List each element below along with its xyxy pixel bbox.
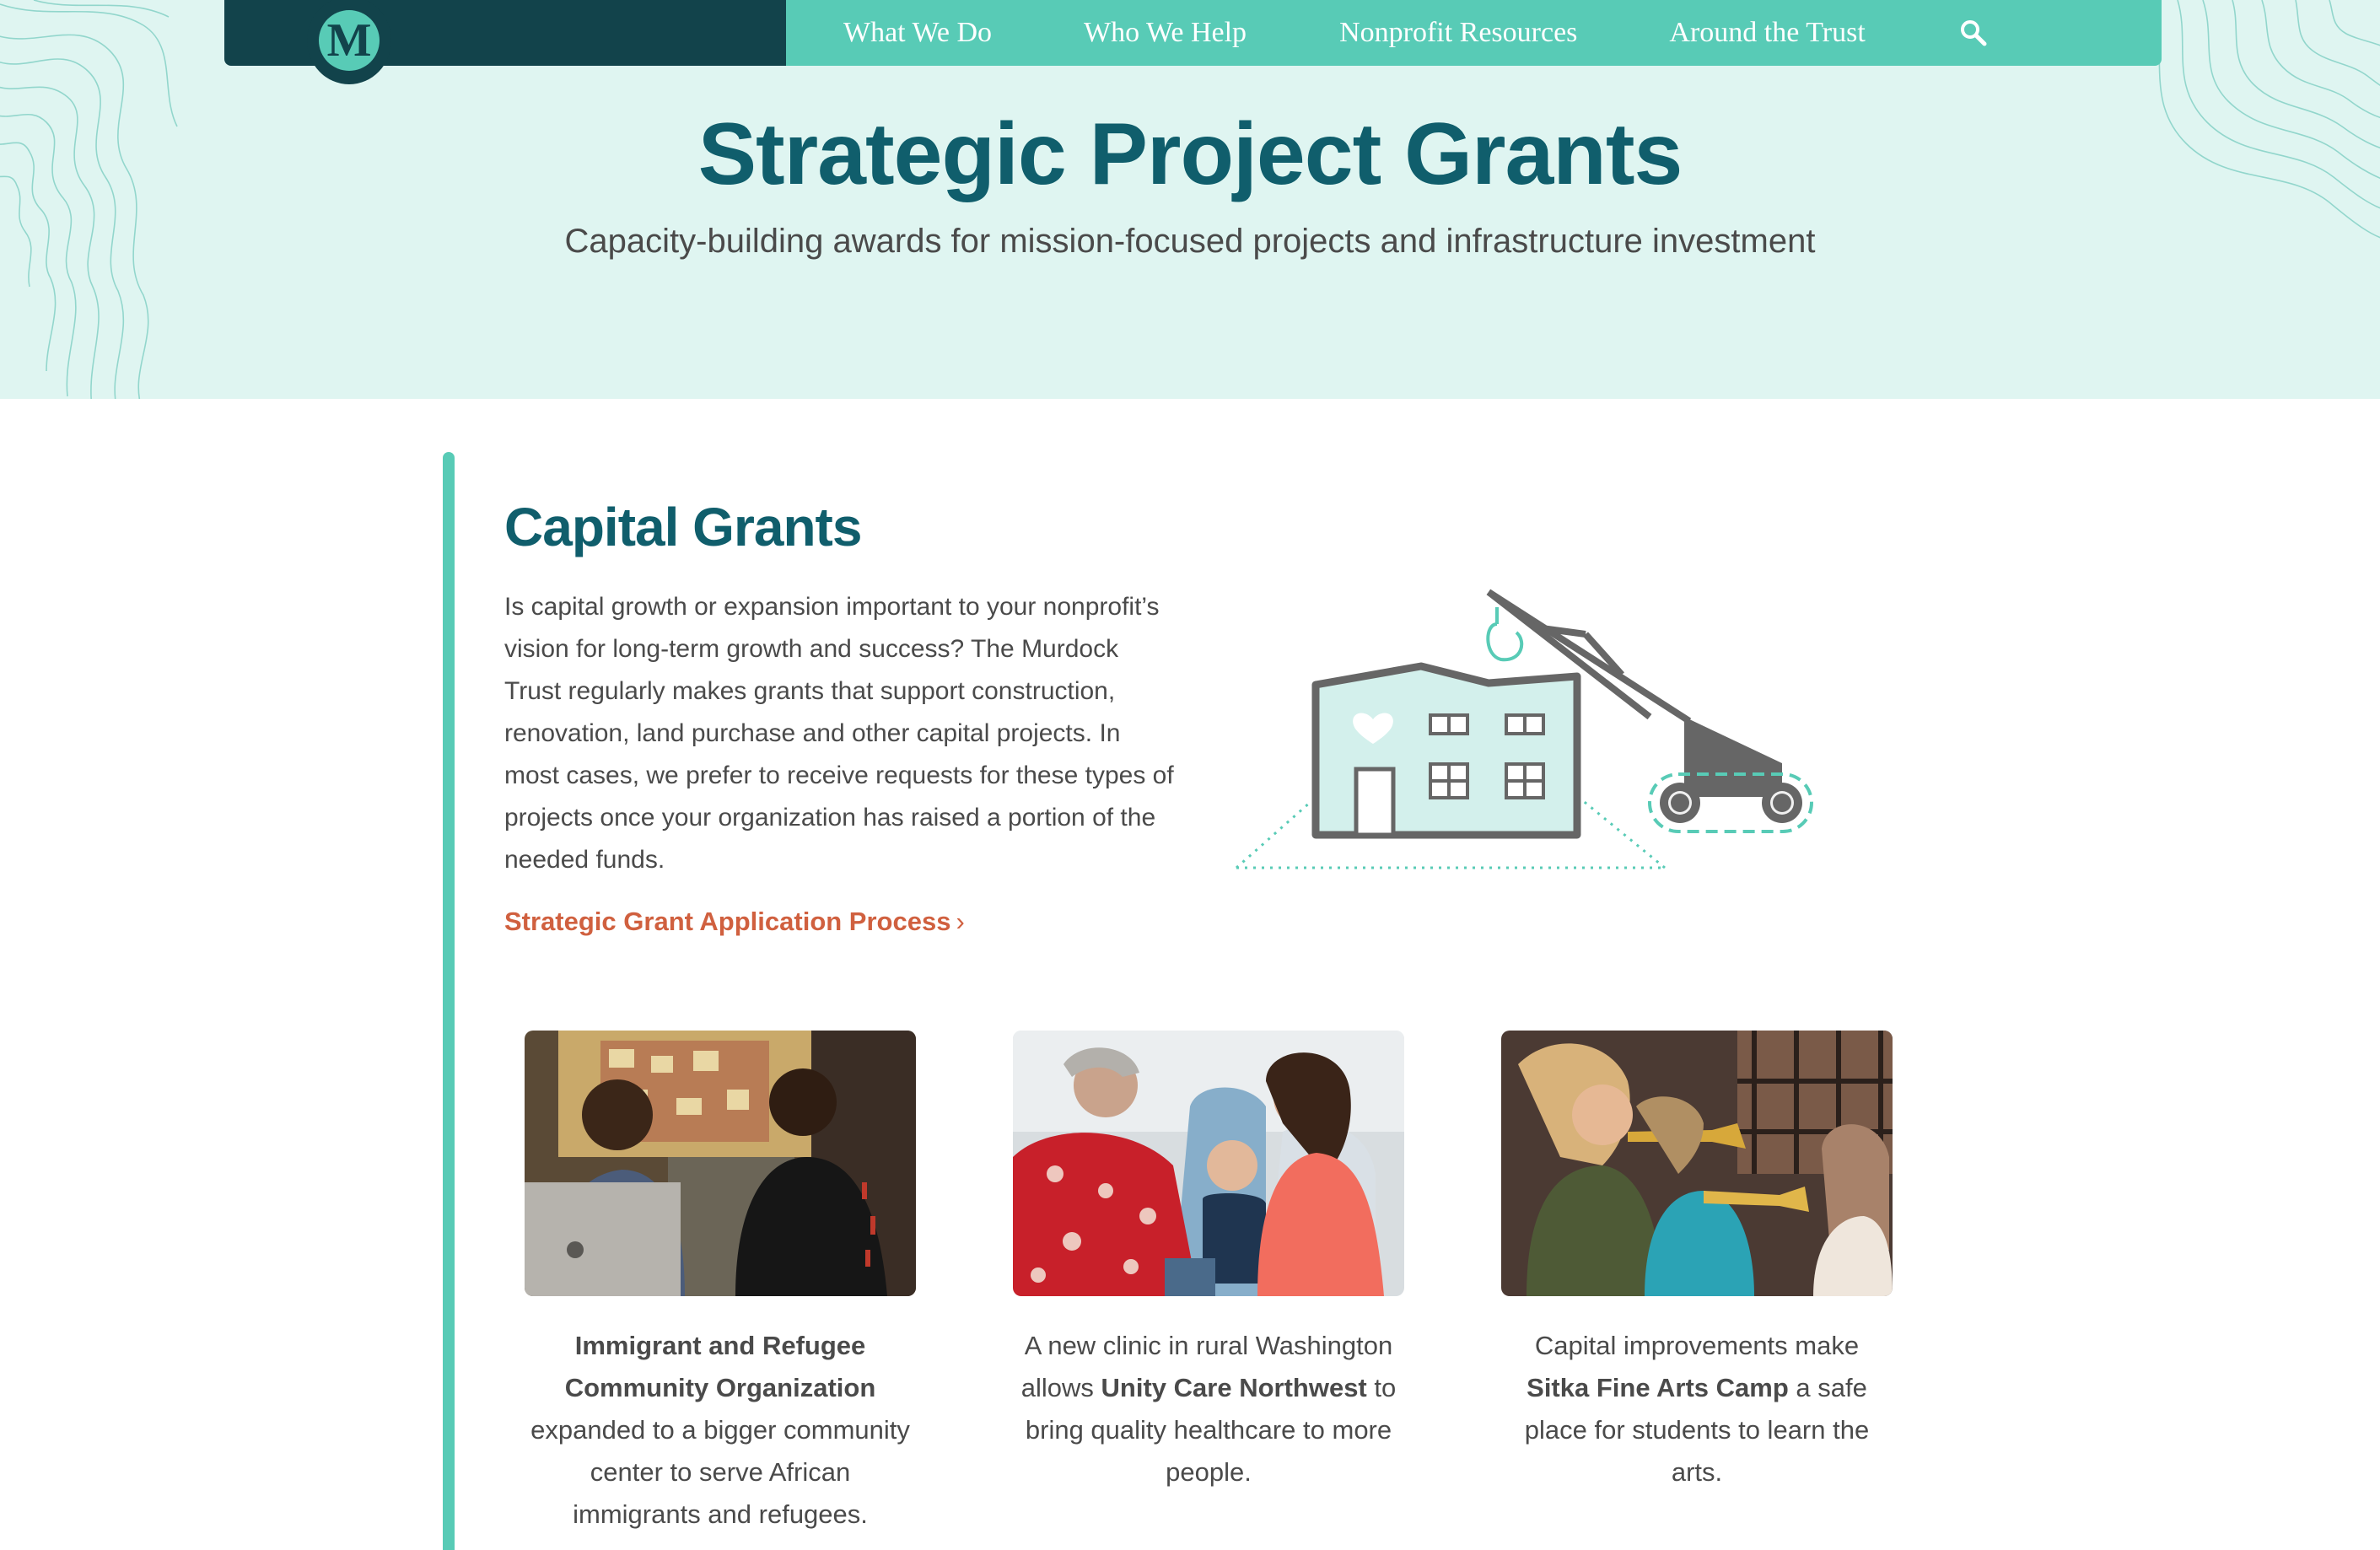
page-subtitle: Capacity-building awards for mission-focused projects and infrastructure investment — [564, 223, 1816, 260]
story-card-sitka — [1501, 1031, 1893, 1493]
section-body: Is capital growth or expansion important to your nonprofit’s vision for long-term growth and success? The Murdock Trust regularly makes grants that support construction, renovation, land purchase and other capital projects. In most cases, we prefer to receive requests for these types of projects once your organization has raised a portion of the needed funds. — [504, 593, 1174, 874]
nav-item-who-we-help[interactable]: Who We Help — [1084, 17, 1247, 48]
murdock-logo[interactable] — [307, 0, 391, 84]
story-caption — [525, 1325, 916, 1536]
application-process-link[interactable] — [504, 907, 965, 937]
nav-item-what-we-do[interactable]: What We Do — [843, 17, 993, 48]
hero-banner — [0, 0, 2380, 399]
caption-organization: Immigrant and Refugee Community Organization — [564, 1331, 876, 1402]
nav-item-around-the-trust[interactable]: Around the Trust — [1669, 17, 1866, 48]
caption-text: Capital improvements make — [1534, 1331, 1860, 1360]
caption-text: a safe place for students to learn the arts. — [1524, 1373, 1870, 1487]
photo-students-laptop[interactable] — [525, 1031, 916, 1296]
logo-letter: M — [319, 10, 380, 71]
chevron-right-icon: › — [956, 907, 965, 936]
top-navigation — [224, 0, 2162, 66]
caption-organization: Unity Care Northwest — [1101, 1373, 1367, 1402]
building-crane-illustration — [1231, 582, 1822, 877]
photo-trumpet-students[interactable] — [1501, 1031, 1893, 1296]
story-caption — [1501, 1325, 1893, 1493]
caption-text: to bring quality healthcare to more people. — [1025, 1373, 1397, 1487]
nav-links — [786, 0, 2162, 66]
section-accent-bar — [443, 452, 455, 1550]
story-caption — [1013, 1325, 1404, 1493]
caption-text: expanded to a bigger community center to serve African immigrants and refugees. — [530, 1415, 910, 1529]
application-process-label: Strategic Grant Application Process — [504, 907, 951, 936]
page-title: Strategic Project Grants — [697, 105, 1683, 203]
nav-item-nonprofit-resources[interactable]: Nonprofit Resources — [1339, 17, 1578, 48]
story-card-irco — [525, 1031, 916, 1536]
section-title: Capital Grants — [504, 497, 862, 557]
search-icon[interactable] — [1958, 18, 1989, 48]
story-card-unity-care — [1013, 1031, 1404, 1493]
caption-text: A new clinic in rural Washington allows — [1020, 1331, 1393, 1402]
photo-clinic-family[interactable] — [1013, 1031, 1404, 1296]
caption-organization: Sitka Fine Arts Camp — [1527, 1373, 1789, 1402]
